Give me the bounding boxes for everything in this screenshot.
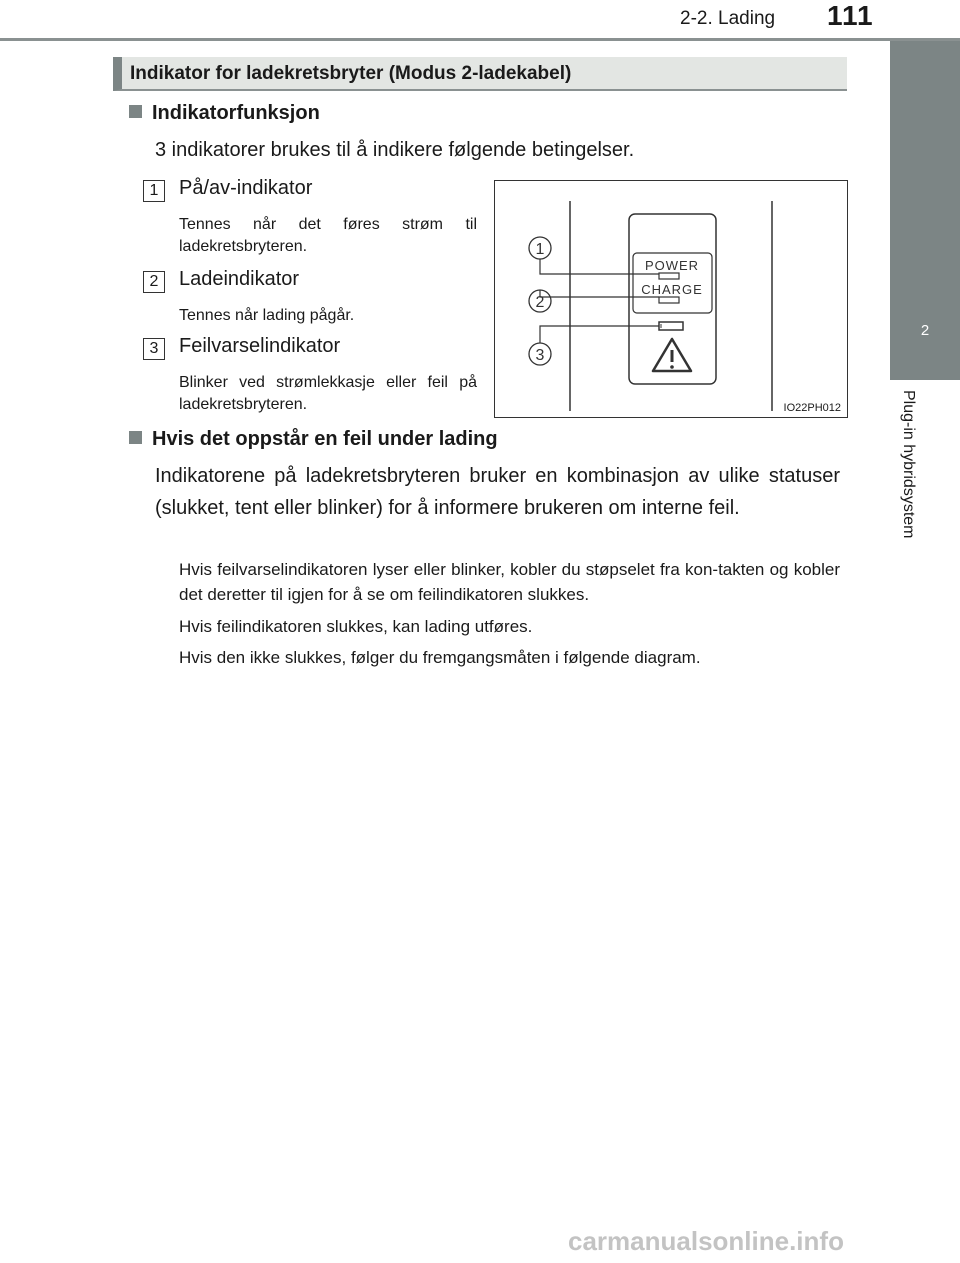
power-label: POWER <box>644 258 700 273</box>
callout-label-2: 2 <box>535 294 545 311</box>
chapter-tab[interactable] <box>890 272 960 380</box>
chapter-label: Plug-in hybridsystem <box>900 390 917 539</box>
item-desc-1: Tennes når det føres strøm til ladekretsbryteren. <box>179 216 477 255</box>
cable-box-illustration <box>495 181 849 419</box>
header-rule <box>0 38 960 41</box>
section-title-box <box>113 57 847 91</box>
item-desc-3: Blinker ved strømlekkasje eller feil på ladekretsbryteren. <box>179 374 477 413</box>
item-desc-2: Tennes når lading pågår. <box>179 307 355 324</box>
callout-label-1: 1 <box>535 241 545 258</box>
section-title: Indikator for ladekretsbryter (Modus 2-ladekabel) <box>130 63 572 84</box>
side-strip <box>890 41 960 272</box>
error-note-1: Hvis feilvarselindikatoren lyser eller blinker, kobler du støpselet fra kon-takten og kobler det deretter til igjen for å se om feilindikatoren slukkes. <box>179 560 840 604</box>
intro-text: 3 indikatorer brukes til å indikere følgende betingelser. <box>155 139 635 161</box>
page-number: 111 <box>827 0 874 31</box>
chapter-number: 2 <box>920 322 930 339</box>
heading-error: Hvis det oppstår en feil under lading <box>129 428 498 451</box>
charge-label: CHARGE <box>641 282 703 297</box>
item-number-2: 2 <box>143 271 165 293</box>
charge-led <box>659 297 679 303</box>
error-note-2: Hvis feilindikatoren slukkes, kan lading utføres. <box>179 617 533 636</box>
item-number-3: 3 <box>143 338 165 360</box>
error-body: Indikatorene på ladekretsbryteren bruker en kombinasjon av ulike statuser (slukket, tent eller blinker) for å informere brukeren om interne feil. <box>155 465 840 519</box>
section-header: 2-2. Lading <box>680 8 776 29</box>
figure-code: IO22PH012 <box>783 402 841 414</box>
item-title-3: Feilvarselindikator <box>179 335 341 357</box>
item-title-1: På/av-indikator <box>179 177 313 199</box>
watermark: carmanualsonline.info <box>568 1226 844 1256</box>
warning-led <box>659 322 683 330</box>
heading-indicator-function: Indikatorfunksjon <box>129 102 320 125</box>
error-note-3: Hvis den ikke slukkes, følger du fremgangsmåten i følgende diagram. <box>179 648 701 667</box>
callout-label-3: 3 <box>535 347 545 364</box>
power-led <box>659 273 679 279</box>
bullet-square-icon <box>129 431 142 444</box>
bullet-square-icon <box>129 105 142 118</box>
item-number-1: 1 <box>143 180 165 202</box>
indicator-figure <box>494 180 848 418</box>
item-title-2: Ladeindikator <box>179 268 300 290</box>
